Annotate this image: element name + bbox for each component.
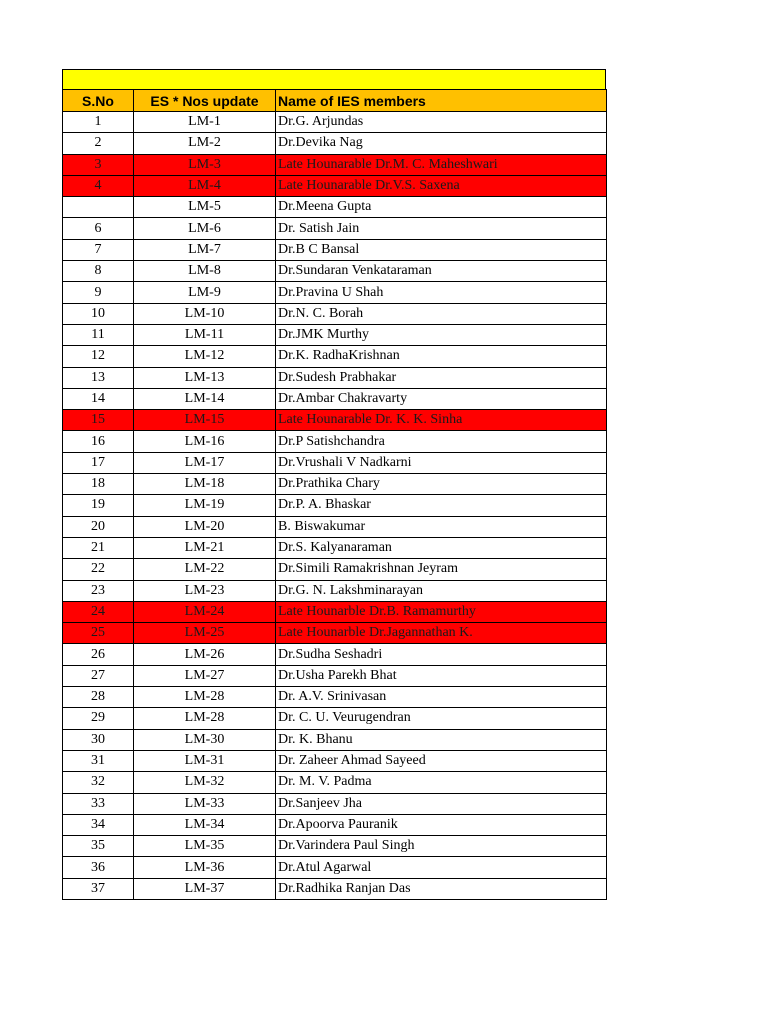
sno-cell: 6	[63, 218, 134, 239]
sno-cell: 31	[63, 750, 134, 771]
member-name-cell: Dr. C. U. Veurugendran	[276, 708, 607, 729]
es-number-cell: LM-37	[134, 878, 276, 899]
table-row	[63, 218, 607, 239]
member-name-cell: Late Hounarable Dr. K. K. Sinha	[276, 410, 607, 431]
member-name-cell: Late Hounarable Dr.M. C. Maheshwari	[276, 154, 607, 175]
es-number-cell: LM-12	[134, 346, 276, 367]
member-name-cell: Dr. Zaheer Ahmad Sayeed	[276, 750, 607, 771]
member-name-cell: Dr.Sanjeev Jha	[276, 793, 607, 814]
es-number-cell: LM-31	[134, 750, 276, 771]
es-number-cell: LM-14	[134, 388, 276, 409]
es-number-cell: LM-24	[134, 601, 276, 622]
es-number-cell: LM-34	[134, 814, 276, 835]
member-name-cell: Dr.Ambar Chakravarty	[276, 388, 607, 409]
table-row	[63, 729, 607, 750]
member-name-cell: Dr. M. V. Padma	[276, 772, 607, 793]
table-row	[63, 878, 607, 899]
header-row	[63, 90, 607, 112]
member-name-cell: Dr. K. Bhanu	[276, 729, 607, 750]
sno-cell: 18	[63, 474, 134, 495]
sno-cell: 22	[63, 559, 134, 580]
table-row	[63, 133, 607, 154]
table-row	[63, 197, 607, 218]
es-number-cell: LM-9	[134, 282, 276, 303]
es-number-cell: LM-23	[134, 580, 276, 601]
sno-cell: 3	[63, 154, 134, 175]
table-row	[63, 687, 607, 708]
sno-cell: 13	[63, 367, 134, 388]
table-row	[63, 239, 607, 260]
member-name-cell: Dr.G. Arjundas	[276, 112, 607, 133]
es-number-cell: LM-28	[134, 687, 276, 708]
es-number-cell: LM-4	[134, 175, 276, 196]
table-row	[63, 474, 607, 495]
table-row	[63, 750, 607, 771]
member-name-cell: Dr.Simili Ramakrishnan Jeyram	[276, 559, 607, 580]
sno-cell: 34	[63, 814, 134, 835]
sno-cell: 19	[63, 495, 134, 516]
table-row	[63, 175, 607, 196]
member-name-cell: Dr. A.V. Srinivasan	[276, 687, 607, 708]
members-table	[62, 89, 607, 900]
member-name-cell: Dr.P. A. Bhaskar	[276, 495, 607, 516]
table-row	[63, 559, 607, 580]
sno-cell: 28	[63, 687, 134, 708]
sno-cell: 37	[63, 878, 134, 899]
member-name-cell: Dr.S. Kalyanaraman	[276, 537, 607, 558]
sno-cell: 17	[63, 452, 134, 473]
sno-cell: 36	[63, 857, 134, 878]
es-number-cell: LM-10	[134, 303, 276, 324]
table-row	[63, 644, 607, 665]
member-name-cell: Late Hounarble Dr.B. Ramamurthy	[276, 601, 607, 622]
sno-cell: 21	[63, 537, 134, 558]
sno-cell: 30	[63, 729, 134, 750]
member-name-cell: Dr.Meena Gupta	[276, 197, 607, 218]
es-number-cell: LM-28	[134, 708, 276, 729]
sno-cell: 11	[63, 324, 134, 345]
table-row	[63, 580, 607, 601]
member-name-cell: Dr.K. RadhaKrishnan	[276, 346, 607, 367]
es-number-cell: LM-11	[134, 324, 276, 345]
es-number-cell: LM-35	[134, 836, 276, 857]
member-name-cell: Dr. Satish Jain	[276, 218, 607, 239]
table-row	[63, 346, 607, 367]
es-number-cell: LM-3	[134, 154, 276, 175]
sno-cell: 7	[63, 239, 134, 260]
es-number-cell: LM-36	[134, 857, 276, 878]
member-name-cell: Dr.N. C. Borah	[276, 303, 607, 324]
sno-cell: 2	[63, 133, 134, 154]
member-name-cell: B. Biswakumar	[276, 516, 607, 537]
es-number-cell: LM-5	[134, 197, 276, 218]
es-number-cell: LM-20	[134, 516, 276, 537]
sno-cell: 27	[63, 665, 134, 686]
es-number-cell: LM-33	[134, 793, 276, 814]
sno-cell: 16	[63, 431, 134, 452]
header-sno: S.No	[63, 90, 134, 112]
member-name-cell: Dr.Usha Parekh Bhat	[276, 665, 607, 686]
header-es-nos: ES * Nos update	[134, 90, 276, 112]
table-row	[63, 623, 607, 644]
sno-cell: 29	[63, 708, 134, 729]
sno-cell: 33	[63, 793, 134, 814]
member-name-cell: Dr.Atul Agarwal	[276, 857, 607, 878]
es-number-cell: LM-32	[134, 772, 276, 793]
es-number-cell: LM-13	[134, 367, 276, 388]
es-number-cell: LM-19	[134, 495, 276, 516]
table-row	[63, 516, 607, 537]
table-row	[63, 836, 607, 857]
table-row	[63, 388, 607, 409]
table-row	[63, 261, 607, 282]
sno-cell: 9	[63, 282, 134, 303]
table-row	[63, 410, 607, 431]
es-number-cell: LM-6	[134, 218, 276, 239]
table-row	[63, 537, 607, 558]
es-number-cell: LM-30	[134, 729, 276, 750]
es-number-cell: LM-15	[134, 410, 276, 431]
table-row	[63, 772, 607, 793]
member-name-cell: Late Hounarble Dr.Jagannathan K.	[276, 623, 607, 644]
member-name-cell: Dr.Devika Nag	[276, 133, 607, 154]
table-row	[63, 112, 607, 133]
member-name-cell: Dr.Sudesh Prabhakar	[276, 367, 607, 388]
es-number-cell: LM-22	[134, 559, 276, 580]
member-name-cell: Dr.B C Bansal	[276, 239, 607, 260]
table-row	[63, 452, 607, 473]
sno-cell: 4	[63, 175, 134, 196]
sno-cell: 32	[63, 772, 134, 793]
member-name-cell: Dr.Varindera Paul Singh	[276, 836, 607, 857]
es-number-cell: LM-18	[134, 474, 276, 495]
table-row	[63, 303, 607, 324]
table-row	[63, 601, 607, 622]
members-sheet	[62, 69, 606, 900]
es-number-cell: LM-25	[134, 623, 276, 644]
sno-cell: 20	[63, 516, 134, 537]
table-row	[63, 495, 607, 516]
es-number-cell: LM-17	[134, 452, 276, 473]
table-row	[63, 154, 607, 175]
sno-cell: 12	[63, 346, 134, 367]
table-row	[63, 665, 607, 686]
sno-cell: 1	[63, 112, 134, 133]
es-number-cell: LM-21	[134, 537, 276, 558]
sno-cell: 35	[63, 836, 134, 857]
table-body	[63, 112, 607, 900]
member-name-cell: Late Hounarable Dr.V.S. Saxena	[276, 175, 607, 196]
es-number-cell: LM-16	[134, 431, 276, 452]
sno-cell: 10	[63, 303, 134, 324]
sno-cell: 23	[63, 580, 134, 601]
es-number-cell: LM-27	[134, 665, 276, 686]
table-row	[63, 857, 607, 878]
table-row	[63, 708, 607, 729]
es-number-cell: LM-26	[134, 644, 276, 665]
table-row	[63, 324, 607, 345]
sno-cell: 26	[63, 644, 134, 665]
member-name-cell: Dr.Radhika Ranjan Das	[276, 878, 607, 899]
table-row	[63, 431, 607, 452]
member-name-cell: Dr.Sudha Seshadri	[276, 644, 607, 665]
es-number-cell: LM-7	[134, 239, 276, 260]
table-row	[63, 793, 607, 814]
sno-cell	[63, 197, 134, 218]
es-number-cell: LM-1	[134, 112, 276, 133]
title-bar	[62, 69, 606, 89]
member-name-cell: Dr.Apoorva Pauranik	[276, 814, 607, 835]
member-name-cell: Dr.Pravina U Shah	[276, 282, 607, 303]
sno-cell: 8	[63, 261, 134, 282]
table-row	[63, 282, 607, 303]
table-row	[63, 367, 607, 388]
sno-cell: 24	[63, 601, 134, 622]
member-name-cell: Dr.P Satishchandra	[276, 431, 607, 452]
table-row	[63, 814, 607, 835]
member-name-cell: Dr.G. N. Lakshminarayan	[276, 580, 607, 601]
member-name-cell: Dr.Prathika Chary	[276, 474, 607, 495]
sno-cell: 15	[63, 410, 134, 431]
header-member-name: Name of IES members	[276, 90, 607, 112]
member-name-cell: Dr.Vrushali V Nadkarni	[276, 452, 607, 473]
es-number-cell: LM-2	[134, 133, 276, 154]
member-name-cell: Dr.Sundaran Venkataraman	[276, 261, 607, 282]
member-name-cell: Dr.JMK Murthy	[276, 324, 607, 345]
sno-cell: 25	[63, 623, 134, 644]
es-number-cell: LM-8	[134, 261, 276, 282]
sno-cell: 14	[63, 388, 134, 409]
